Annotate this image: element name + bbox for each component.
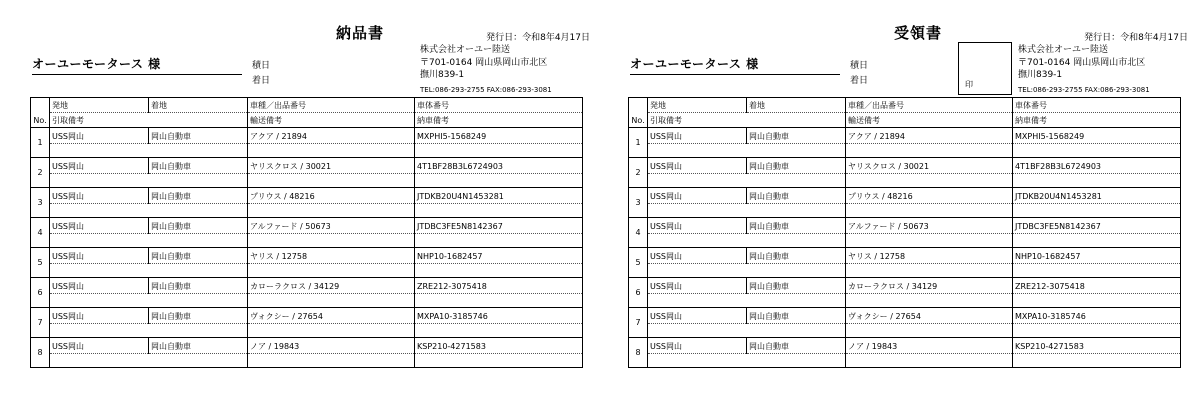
cell-transport-note (248, 354, 415, 368)
table-subrow (31, 204, 583, 218)
cell-vin: MXPA10-3185746 (1013, 308, 1181, 324)
cell-model: ヤリス / 12758 (846, 248, 1013, 264)
cell-pickup-note (648, 204, 846, 218)
cell-delivery-note (415, 354, 583, 368)
row-number: 6 (629, 278, 648, 308)
seal-label: 印 (965, 80, 973, 89)
company-zip: 〒701-0164 岡山県岡山市北区 (420, 57, 548, 68)
delivery-slip (30, 0, 590, 401)
table-row (31, 248, 583, 264)
table-subrow (31, 234, 583, 248)
cell-to: 岡山自動車 (747, 128, 846, 144)
cell-from: USS岡山 (648, 248, 747, 264)
table-subrow (31, 294, 583, 308)
company-zip: 〒701-0164 岡山県岡山市北区 (1018, 57, 1146, 68)
table-row (31, 158, 583, 174)
row-number: 5 (629, 248, 648, 278)
cell-vin: KSP210-4271583 (1013, 338, 1181, 354)
cell-vin: ZRE212-3075418 (415, 278, 583, 294)
header-delivery-note: 納車備考 (415, 113, 583, 128)
cell-vin: MXPA10-3185746 (415, 308, 583, 324)
cell-vin: JTDKB20U4N1453281 (415, 188, 583, 204)
row-number: 7 (629, 308, 648, 338)
cell-transport-note (846, 324, 1013, 338)
cell-from: USS岡山 (50, 338, 149, 354)
cell-vin: NHP10-1682457 (415, 248, 583, 264)
cell-delivery-note (415, 294, 583, 308)
row-number: 2 (629, 158, 648, 188)
table-row (629, 338, 1181, 354)
tel-fax: TEL:086-293-2755 FAX:086-293-3081 (420, 86, 552, 94)
row-number: 1 (31, 128, 50, 158)
cell-model: プリウス / 48216 (248, 188, 415, 204)
cell-from: USS岡山 (50, 248, 149, 264)
cell-from: USS岡山 (648, 158, 747, 174)
tel-fax: TEL:086-293-2755 FAX:086-293-3081 (1018, 86, 1150, 94)
cell-model: アクア / 21894 (248, 128, 415, 144)
table-subrow (31, 144, 583, 158)
doc-title: 受領書 (893, 24, 942, 42)
header-vin: 車体番号 (415, 98, 583, 113)
cell-model: ノア / 19843 (846, 338, 1013, 354)
cell-model: ヤリスクロス / 30021 (846, 158, 1013, 174)
cell-to: 岡山自動車 (747, 338, 846, 354)
cell-transport-note (248, 264, 415, 278)
seal-box (958, 42, 1012, 95)
cell-model: カローラクロス / 34129 (248, 278, 415, 294)
cell-pickup-note (50, 294, 248, 308)
cell-from: USS岡山 (50, 308, 149, 324)
cell-delivery-note (1013, 294, 1181, 308)
header-vin: 車体番号 (1013, 98, 1181, 113)
table-row (629, 248, 1181, 264)
row-number: 2 (31, 158, 50, 188)
cell-delivery-note (1013, 234, 1181, 248)
cell-delivery-note (415, 264, 583, 278)
table-subrow (629, 174, 1181, 188)
company-name: 株式会社オーユー陸送 (420, 45, 511, 55)
cell-transport-note (846, 174, 1013, 188)
cell-delivery-note (1013, 144, 1181, 158)
header-transport-note: 輸送備考 (248, 113, 415, 128)
company-street: 撫川839-1 (420, 70, 465, 80)
cell-pickup-note (648, 354, 846, 368)
company-address (420, 44, 547, 82)
table-subrow (31, 264, 583, 278)
cell-model: アクア / 21894 (846, 128, 1013, 144)
row-number: 3 (629, 188, 648, 218)
cell-model: ヤリスクロス / 30021 (248, 158, 415, 174)
cell-transport-note (248, 204, 415, 218)
cell-pickup-note (648, 144, 846, 158)
table-subrow (31, 354, 583, 368)
cell-delivery-note (415, 144, 583, 158)
row-number: 8 (629, 338, 648, 368)
cell-to: 岡山自動車 (149, 338, 248, 354)
cell-model: カローラクロス / 34129 (846, 278, 1013, 294)
cell-to: 岡山自動車 (747, 188, 846, 204)
cell-transport-note (248, 324, 415, 338)
cell-vin: ZRE212-3075418 (1013, 278, 1181, 294)
header-pickup-note: 引取備考 (648, 113, 846, 128)
header-delivery-note: 納車備考 (1013, 113, 1181, 128)
arrival-date-label: 着日 (252, 76, 271, 86)
cell-pickup-note (50, 264, 248, 278)
cell-from: USS岡山 (648, 218, 747, 234)
cell-vin: JTDBC3FE5N8142367 (415, 218, 583, 234)
table-row (629, 158, 1181, 174)
cell-from: USS岡山 (648, 188, 747, 204)
row-number: 5 (31, 248, 50, 278)
cell-pickup-note (648, 174, 846, 188)
cell-from: USS岡山 (648, 278, 747, 294)
load-date-label: 積日 (850, 61, 869, 71)
customer-name: オーユーモータース 様 (630, 55, 840, 75)
cell-delivery-note (1013, 264, 1181, 278)
table-subrow (629, 354, 1181, 368)
cell-vin: KSP210-4271583 (415, 338, 583, 354)
header-from: 発地 (50, 98, 149, 113)
cell-to: 岡山自動車 (149, 158, 248, 174)
table-subrow (629, 204, 1181, 218)
issue-date: 発行日：令和8年4月17日 (1084, 33, 1188, 43)
cell-pickup-note (50, 324, 248, 338)
table-subrow (629, 234, 1181, 248)
vehicle-table (30, 97, 583, 368)
table-row (629, 128, 1181, 144)
cell-transport-note (846, 264, 1013, 278)
row-number: 4 (31, 218, 50, 248)
cell-vin: JTDBC3FE5N8142367 (1013, 218, 1181, 234)
doc-title: 納品書 (335, 24, 384, 42)
cell-transport-note (248, 234, 415, 248)
cell-pickup-note (648, 324, 846, 338)
cell-pickup-note (50, 354, 248, 368)
table-row (629, 218, 1181, 234)
header-to: 着地 (747, 98, 846, 113)
cell-to: 岡山自動車 (747, 248, 846, 264)
customer-name: オーユーモータース 様 (32, 55, 242, 75)
row-number: 3 (31, 188, 50, 218)
cell-pickup-note (648, 264, 846, 278)
cell-pickup-note (648, 234, 846, 248)
cell-from: USS岡山 (50, 158, 149, 174)
cell-transport-note (248, 144, 415, 158)
cell-from: USS岡山 (648, 128, 747, 144)
cell-from: USS岡山 (50, 188, 149, 204)
cell-model: アルファード / 50673 (846, 218, 1013, 234)
cell-to: 岡山自動車 (149, 128, 248, 144)
table-subrow (629, 324, 1181, 338)
company-street: 撫川839-1 (1018, 70, 1063, 80)
cell-transport-note (846, 354, 1013, 368)
cell-transport-note (846, 144, 1013, 158)
cell-delivery-note (1013, 204, 1181, 218)
header-model: 車種／出品番号 (248, 98, 415, 113)
cell-delivery-note (415, 324, 583, 338)
table-row (629, 278, 1181, 294)
cell-model: プリウス / 48216 (846, 188, 1013, 204)
header-to: 着地 (149, 98, 248, 113)
table-row (31, 278, 583, 294)
cell-model: ヤリス / 12758 (248, 248, 415, 264)
arrival-date-label: 着日 (850, 76, 869, 86)
row-number: 4 (629, 218, 648, 248)
header-model: 車種／出品番号 (846, 98, 1013, 113)
table-subrow (629, 144, 1181, 158)
cell-pickup-note (648, 294, 846, 308)
cell-vin: MXPHI5-1568249 (415, 128, 583, 144)
vehicle-table (628, 97, 1181, 368)
cell-transport-note (846, 234, 1013, 248)
cell-to: 岡山自動車 (747, 278, 846, 294)
cell-pickup-note (50, 204, 248, 218)
cell-delivery-note (1013, 174, 1181, 188)
cell-to: 岡山自動車 (747, 218, 846, 234)
cell-model: ヴォクシー / 27654 (846, 308, 1013, 324)
cell-from: USS岡山 (50, 128, 149, 144)
cell-delivery-note (1013, 354, 1181, 368)
cell-transport-note (846, 294, 1013, 308)
cell-vin: NHP10-1682457 (1013, 248, 1181, 264)
table-row (629, 308, 1181, 324)
cell-to: 岡山自動車 (149, 248, 248, 264)
cell-to: 岡山自動車 (747, 158, 846, 174)
table-row (31, 128, 583, 144)
cell-to: 岡山自動車 (149, 308, 248, 324)
cell-transport-note (248, 294, 415, 308)
table-row (31, 218, 583, 234)
receipt-slip (628, 0, 1188, 401)
no-header: No. (31, 98, 50, 128)
cell-model: ヴォクシー / 27654 (248, 308, 415, 324)
cell-delivery-note (415, 234, 583, 248)
cell-vin: 4T1BF28B3L6724903 (415, 158, 583, 174)
table-subrow (31, 174, 583, 188)
cell-delivery-note (1013, 324, 1181, 338)
table-row (629, 188, 1181, 204)
table-subrow (31, 324, 583, 338)
cell-from: USS岡山 (648, 308, 747, 324)
cell-delivery-note (415, 174, 583, 188)
table-row (31, 338, 583, 354)
issue-date: 発行日：令和8年4月17日 (486, 33, 590, 43)
cell-pickup-note (50, 144, 248, 158)
cell-from: USS岡山 (648, 338, 747, 354)
load-date-label: 積日 (252, 61, 271, 71)
no-header: No. (629, 98, 648, 128)
cell-vin: JTDKB20U4N1453281 (1013, 188, 1181, 204)
header-from: 発地 (648, 98, 747, 113)
cell-to: 岡山自動車 (149, 188, 248, 204)
cell-model: アルファード / 50673 (248, 218, 415, 234)
row-number: 1 (629, 128, 648, 158)
cell-pickup-note (50, 174, 248, 188)
cell-from: USS岡山 (50, 218, 149, 234)
company-name: 株式会社オーユー陸送 (1018, 45, 1109, 55)
table-subrow (629, 264, 1181, 278)
table-row (31, 188, 583, 204)
table-subrow (629, 294, 1181, 308)
table-row (31, 308, 583, 324)
row-number: 6 (31, 278, 50, 308)
cell-transport-note (248, 174, 415, 188)
company-address (1018, 44, 1145, 82)
row-number: 7 (31, 308, 50, 338)
cell-to: 岡山自動車 (149, 218, 248, 234)
header-pickup-note: 引取備考 (50, 113, 248, 128)
cell-to: 岡山自動車 (747, 308, 846, 324)
cell-vin: 4T1BF28B3L6724903 (1013, 158, 1181, 174)
header-transport-note: 輸送備考 (846, 113, 1013, 128)
cell-model: ノア / 19843 (248, 338, 415, 354)
cell-delivery-note (415, 204, 583, 218)
cell-from: USS岡山 (50, 278, 149, 294)
cell-vin: MXPHI5-1568249 (1013, 128, 1181, 144)
cell-to: 岡山自動車 (149, 278, 248, 294)
cell-pickup-note (50, 234, 248, 248)
cell-transport-note (846, 204, 1013, 218)
row-number: 8 (31, 338, 50, 368)
